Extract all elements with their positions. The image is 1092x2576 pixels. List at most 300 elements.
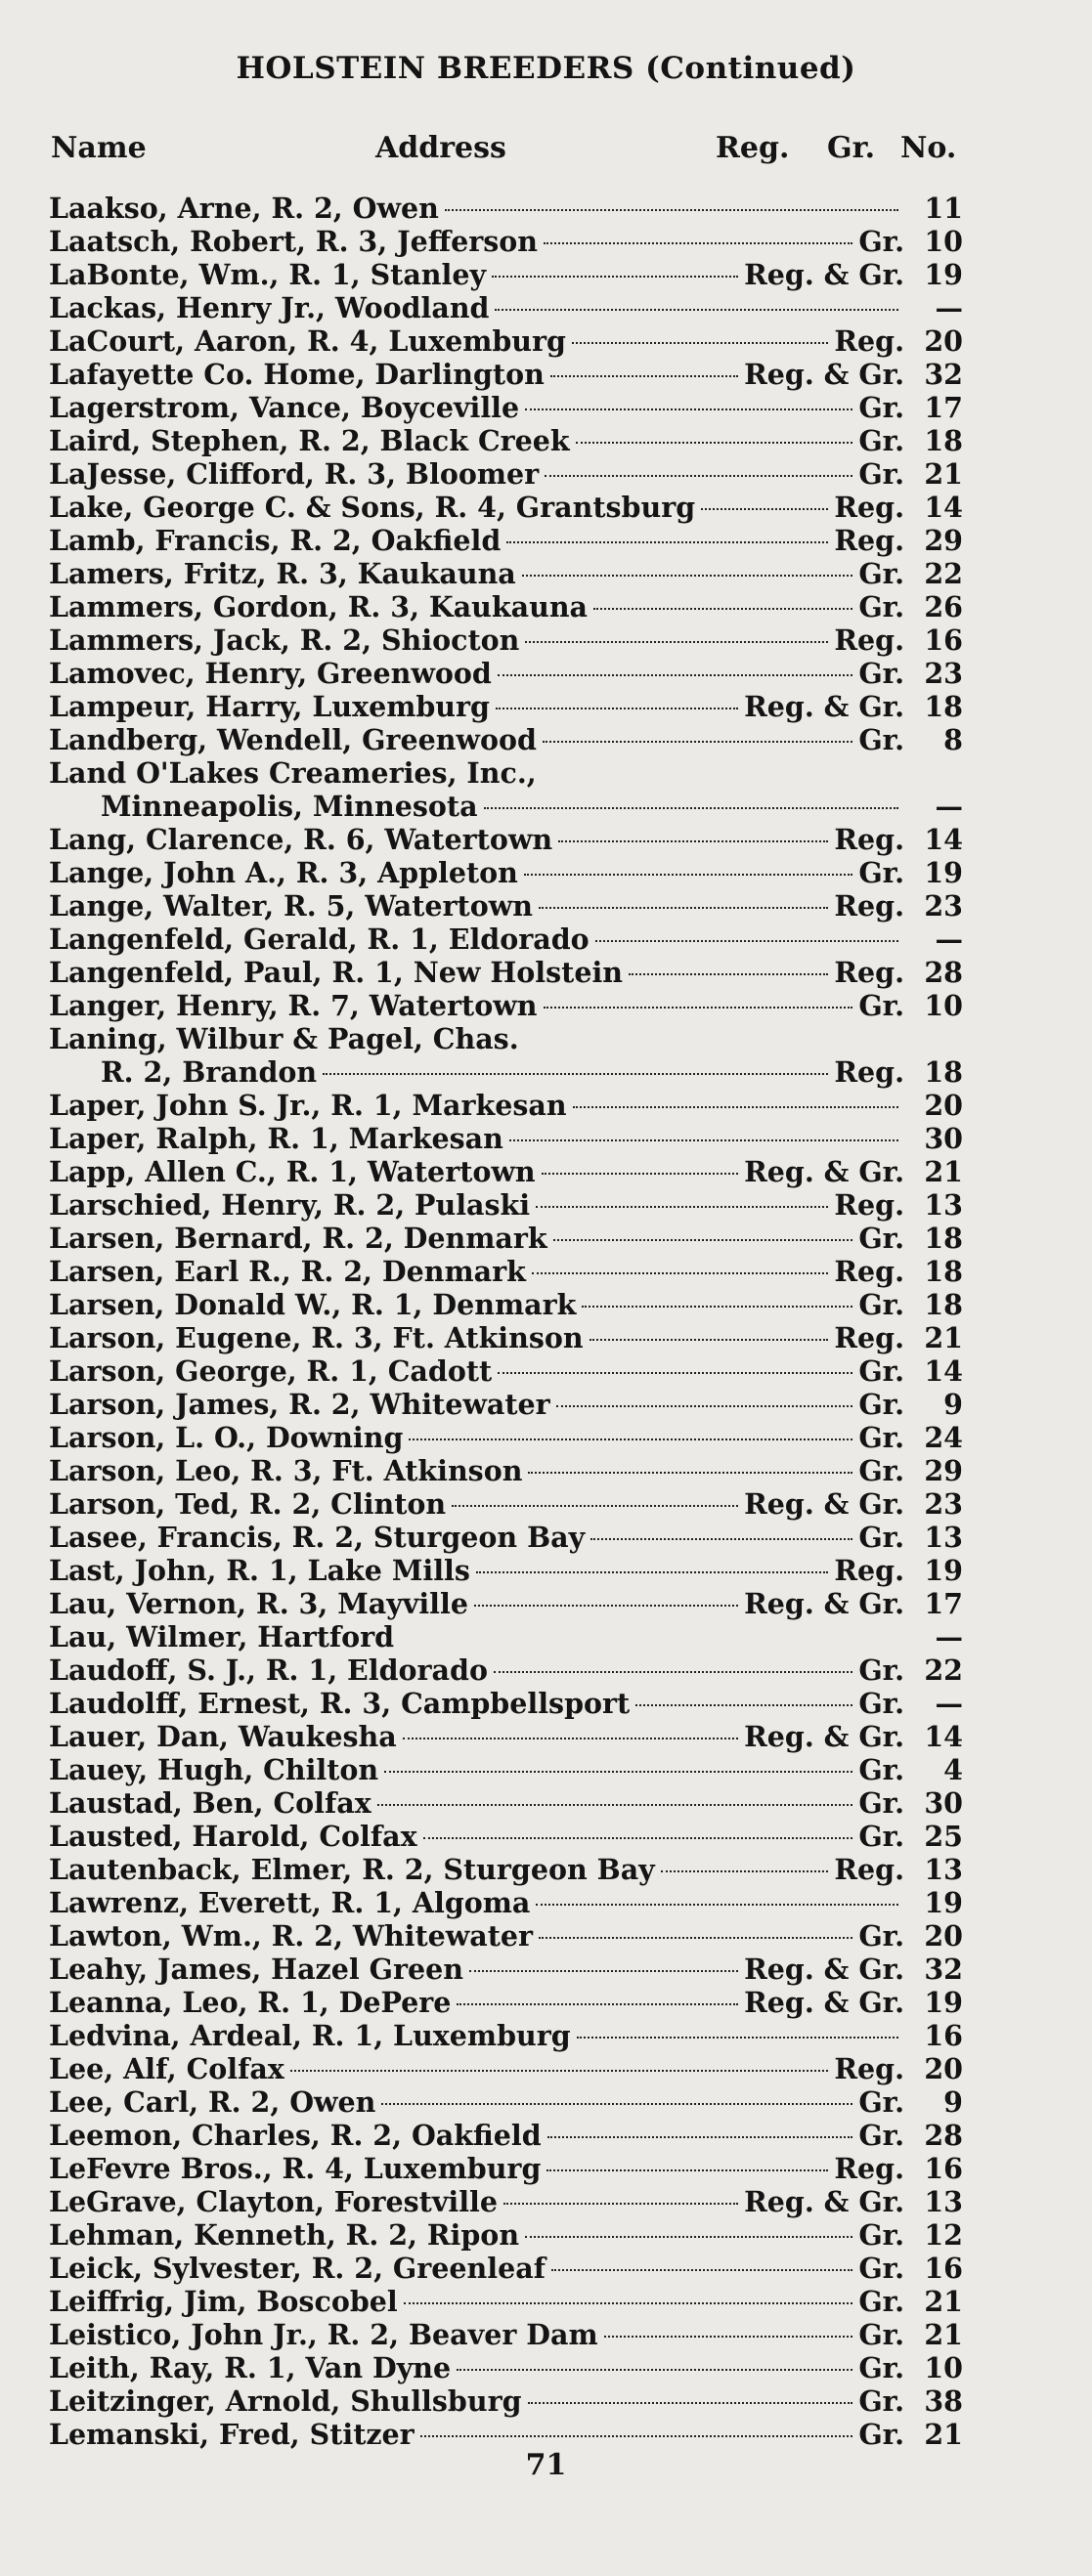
breeder-name-address: Minneapolis, Minnesota (101, 790, 478, 823)
leader-dots (476, 1571, 828, 1573)
list-item (49, 856, 963, 889)
list-item (49, 1587, 963, 1620)
breeder-name-address: Larsen, Donald W., R. 1, Denmark (49, 1288, 577, 1321)
breeder-name-address: Lee, Alf, Colfax (49, 2052, 284, 2085)
breeder-name-address: LaBonte, Wm., R. 1, Stanley (49, 258, 487, 291)
herd-number: 19 (924, 1886, 963, 1919)
leader-dots (576, 442, 853, 444)
registration-type: Reg. (834, 1188, 904, 1222)
breeder-name-address: Leahy, James, Hazel Green (49, 1953, 463, 1986)
leader-dots (550, 375, 738, 377)
registration-type: Reg. (834, 524, 904, 557)
leader-dots (498, 674, 852, 676)
leader-dots (539, 1937, 852, 1939)
leader-dots (525, 408, 852, 410)
registration-type: Reg. (834, 1255, 904, 1288)
list-item (49, 1388, 963, 1421)
registration-type: Gr. (858, 1521, 904, 1554)
leader-dots (528, 2402, 853, 2404)
list-item (49, 1953, 963, 1986)
herd-number: 16 (924, 2252, 963, 2285)
list-item (49, 2019, 963, 2052)
registration-type: Reg. (834, 1554, 904, 1587)
leader-dots (701, 508, 828, 510)
herd-number: 16 (924, 623, 963, 657)
herd-number: 17 (924, 1587, 963, 1620)
leader-dots (503, 2203, 738, 2205)
list-item (49, 1886, 963, 1919)
registration-type: Gr. (858, 1388, 904, 1421)
leader-dots (457, 2003, 738, 2005)
list-item (49, 956, 963, 989)
list-item (49, 2052, 963, 2085)
list-item (49, 524, 963, 557)
list-item (49, 690, 963, 723)
leader-dots (577, 2037, 898, 2039)
leader-dots (498, 1372, 852, 1374)
herd-number: — (935, 291, 963, 324)
registration-type: Reg. (834, 324, 904, 358)
herd-number: 26 (924, 590, 963, 623)
herd-number: 21 (924, 1321, 963, 1354)
leader-dots (590, 1339, 829, 1341)
herd-number: 16 (924, 2152, 963, 2185)
leader-dots (551, 2269, 852, 2271)
list-item (49, 258, 963, 291)
column-header-address: Address (375, 131, 506, 165)
breeder-name-address: LaJesse, Clifford, R. 3, Bloomer (49, 457, 540, 491)
list-item (49, 1687, 963, 1720)
list-item (49, 358, 963, 391)
herd-number: 18 (924, 1055, 963, 1089)
breeder-name-address: Langenfeld, Gerald, R. 1, Eldorado (49, 923, 590, 956)
registration-type: Reg. (834, 1055, 904, 1089)
herd-number: 14 (924, 1354, 963, 1388)
registration-type: Gr. (858, 1786, 904, 1820)
list-item (49, 557, 963, 590)
leader-dots (539, 907, 828, 909)
herd-number: 9 (943, 2085, 963, 2119)
list-item-continued: Laning, Wilbur & Pagel, Chas. (49, 1022, 519, 1055)
list-item (49, 1255, 963, 1288)
leader-dots (484, 807, 898, 809)
herd-number: 20 (924, 2052, 963, 2085)
list-item (49, 192, 963, 225)
list-item (49, 2185, 963, 2218)
herd-number: — (935, 790, 963, 823)
leader-dots (553, 1239, 853, 1241)
registration-type: Gr. (858, 2085, 904, 2119)
leader-dots (377, 1804, 853, 1806)
list-item (49, 1620, 963, 1653)
registration-type: Gr. (858, 1687, 904, 1720)
leader-dots (524, 874, 852, 876)
leader-dots (506, 541, 828, 543)
herd-number: 12 (924, 2218, 963, 2252)
breeder-name-address: Leemon, Charles, R. 2, Oakfield (49, 2119, 542, 2152)
herd-number: 14 (924, 823, 963, 856)
leader-dots (445, 209, 898, 211)
registration-type: Reg. & Gr. (744, 1953, 904, 1986)
breeder-name-address: Leitzinger, Arnold, Shullsburg (49, 2384, 522, 2418)
herd-number: 13 (924, 2185, 963, 2218)
list-item (49, 1122, 963, 1155)
list-item (49, 623, 963, 657)
list-item (49, 1055, 963, 1089)
herd-number: 30 (924, 1786, 963, 1820)
leader-dots (452, 1505, 738, 1507)
breeder-name-address: Lagerstrom, Vance, Boyceville (49, 391, 520, 424)
herd-number: 21 (924, 1155, 963, 1188)
list-item (49, 391, 963, 424)
list-item (49, 1222, 963, 1255)
list-item (49, 1653, 963, 1687)
registration-type: Reg. (834, 823, 904, 856)
registration-type: Reg. (834, 956, 904, 989)
leader-dots (542, 1173, 738, 1175)
herd-number: 19 (924, 258, 963, 291)
herd-number: 18 (924, 690, 963, 723)
herd-number: 22 (924, 557, 963, 590)
registration-type: Gr. (858, 1919, 904, 1953)
herd-number: 29 (924, 1454, 963, 1487)
herd-number: 18 (924, 1255, 963, 1288)
list-item (49, 1487, 963, 1521)
list-item (49, 1554, 963, 1587)
herd-number: 10 (924, 225, 963, 258)
registration-type: Gr. (858, 2218, 904, 2252)
herd-number: 23 (924, 657, 963, 690)
breeder-name-address: Laatsch, Robert, R. 3, Jefferson (49, 225, 539, 258)
registration-type: Gr. (858, 457, 904, 491)
herd-number: 19 (924, 856, 963, 889)
breeder-name-address: Laakso, Arne, R. 2, Owen (49, 192, 439, 225)
herd-number: 22 (924, 1653, 963, 1687)
list-item (49, 2119, 963, 2152)
page-title: HOLSTEIN BREEDERS (Continued) (236, 51, 856, 86)
breeder-name-address: Larson, Eugene, R. 3, Ft. Atkinson (49, 1321, 584, 1354)
leader-dots (593, 608, 852, 610)
list-item (49, 1521, 963, 1554)
herd-number: 20 (924, 324, 963, 358)
registration-type: Gr. (858, 1288, 904, 1321)
leader-dots (573, 1106, 898, 1108)
registration-type: Gr. (858, 1222, 904, 1255)
herd-number: 18 (924, 1222, 963, 1255)
leader-dots (404, 2302, 853, 2304)
leader-dots (543, 741, 852, 743)
breeder-name-address: Leith, Ray, R. 1, Van Dyne (49, 2351, 452, 2384)
herd-number: 11 (924, 192, 963, 225)
registration-type: Reg. (834, 2152, 904, 2185)
breeder-name-address: LaCourt, Aaron, R. 4, Luxemburg (49, 324, 566, 358)
breeder-name-address: Lafayette Co. Home, Darlington (49, 358, 545, 391)
herd-number: 21 (924, 2318, 963, 2351)
registration-type: Reg. (834, 1321, 904, 1354)
registration-type: Reg. (834, 491, 904, 524)
list-item (49, 1089, 963, 1122)
leader-dots (522, 575, 853, 577)
herd-number: — (935, 923, 963, 956)
list-item (49, 989, 963, 1022)
leader-dots (590, 1538, 852, 1540)
registration-type: Gr. (858, 225, 904, 258)
registration-type: Gr. (858, 1454, 904, 1487)
herd-number: 16 (924, 2019, 963, 2052)
herd-number: — (935, 1687, 963, 1720)
list-item (49, 225, 963, 258)
list-item (49, 1421, 963, 1454)
breeder-name-address: Larson, Leo, R. 3, Ft. Atkinson (49, 1454, 523, 1487)
herd-number: 32 (924, 358, 963, 391)
breeder-name-address: Lawrenz, Everett, R. 1, Algoma (49, 1886, 531, 1919)
list-item (49, 2351, 963, 2384)
leader-dots (528, 1472, 852, 1474)
herd-number: 13 (924, 1853, 963, 1886)
breeder-name-address: LeFevre Bros., R. 4, Luxemburg (49, 2152, 542, 2185)
herd-number: 28 (924, 956, 963, 989)
leader-dots (525, 2236, 852, 2238)
list-item (49, 1354, 963, 1388)
leader-dots (384, 1771, 852, 1773)
breeder-list (49, 192, 963, 2451)
list-item (49, 2384, 963, 2418)
herd-number: 18 (924, 424, 963, 457)
registration-type: Gr. (858, 2285, 904, 2318)
registration-type: Reg. (834, 1853, 904, 1886)
herd-number: 19 (924, 1986, 963, 2019)
list-item (49, 1155, 963, 1188)
list-item (49, 2285, 963, 2318)
breeder-name-address: Larson, George, R. 1, Cadott (49, 1354, 493, 1388)
registration-type: Gr. (858, 2318, 904, 2351)
herd-number: 20 (924, 1089, 963, 1122)
herd-number: 10 (924, 2351, 963, 2384)
list-item (49, 324, 963, 358)
leader-dots (661, 1870, 829, 1872)
list-item (49, 291, 963, 324)
list-item-continued: Land O'Lakes Creameries, Inc., (49, 756, 537, 790)
leader-dots (409, 1438, 852, 1440)
herd-number: 38 (924, 2384, 963, 2418)
herd-number: 19 (924, 1554, 963, 1587)
breeder-name-address: Lapp, Allen C., R. 1, Watertown (49, 1155, 536, 1188)
registration-type: Gr. (858, 856, 904, 889)
herd-number: 25 (924, 1820, 963, 1853)
column-header-name: Name (51, 131, 147, 165)
registration-type: Reg. & Gr. (744, 358, 904, 391)
leader-dots (547, 2136, 853, 2138)
leader-dots (492, 276, 738, 278)
registration-type: Reg. (834, 623, 904, 657)
breeder-name-address: Leanna, Leo, R. 1, DePere (49, 1986, 452, 2019)
leader-dots (604, 2336, 853, 2338)
herd-number: 10 (924, 989, 963, 1022)
leader-dots (546, 2169, 828, 2171)
registration-type: Reg. & Gr. (744, 1155, 904, 1188)
herd-number: 14 (924, 491, 963, 524)
list-item (49, 923, 963, 956)
breeder-name-address: Lasee, Francis, R. 2, Sturgeon Bay (49, 1521, 586, 1554)
registration-type: Gr. (858, 1421, 904, 1454)
breeder-name-address: Lee, Carl, R. 2, Owen (49, 2085, 376, 2119)
breeder-name-address: LeGrave, Clayton, Forestville (49, 2185, 499, 2218)
registration-type: Reg. & Gr. (744, 1720, 904, 1753)
breeder-name-address: Lausted, Harold, Colfax (49, 1820, 417, 1853)
breeder-name-address: Leiffrig, Jim, Boscobel (49, 2285, 398, 2318)
herd-number: 23 (924, 889, 963, 923)
leader-dots (494, 1671, 852, 1673)
herd-number: 21 (924, 2418, 963, 2451)
registration-type: Gr. (858, 391, 904, 424)
registration-type: Reg. & Gr. (744, 1587, 904, 1620)
leader-dots (544, 242, 852, 244)
breeder-name-address: Lau, Wilmer, Hartford (49, 1620, 395, 1653)
registration-type: Gr. (858, 2252, 904, 2285)
leader-dots (496, 708, 738, 709)
herd-number: 13 (924, 1188, 963, 1222)
herd-number: 14 (924, 1720, 963, 1753)
breeder-name-address: Lang, Clarence, R. 6, Watertown (49, 823, 553, 856)
registration-type: Gr. (858, 657, 904, 690)
breeder-name-address: Larschied, Henry, R. 2, Pulaski (49, 1188, 531, 1222)
leader-dots (403, 1738, 738, 1739)
leader-dots (544, 1007, 853, 1009)
breeder-name-address: Ledvina, Ardeal, R. 1, Luxemburg (49, 2019, 571, 2052)
herd-number: 23 (924, 1487, 963, 1521)
registration-type: Gr. (858, 590, 904, 623)
page-number: 71 (525, 2448, 567, 2482)
herd-number: 17 (924, 391, 963, 424)
list-item (49, 657, 963, 690)
breeder-name-address: Larson, James, R. 2, Whitewater (49, 1388, 550, 1421)
herd-number: 29 (924, 524, 963, 557)
registration-type: Reg. & Gr. (744, 690, 904, 723)
herd-number: 8 (943, 723, 963, 756)
breeder-name-address: Lange, John A., R. 3, Appleton (49, 856, 518, 889)
breeder-name-address: Lau, Vernon, R. 3, Mayville (49, 1587, 468, 1620)
breeder-name-address: Lautenback, Elmer, R. 2, Sturgeon Bay (49, 1853, 655, 1886)
leader-dots (457, 2369, 852, 2371)
column-header-gr: Gr. (827, 131, 876, 165)
breeder-name-address: Lawton, Wm., R. 2, Whitewater (49, 1919, 534, 1953)
list-item (49, 590, 963, 623)
breeder-name-address: Lemanski, Fred, Stitzer (49, 2418, 415, 2451)
registration-type: Gr. (858, 1653, 904, 1687)
breeder-name-address: R. 2, Brandon (101, 1055, 318, 1089)
leader-dots (420, 2435, 853, 2437)
breeder-name-address: Laudoff, S. J., R. 1, Eldorado (49, 1653, 488, 1687)
breeder-name-address: Lammers, Gordon, R. 3, Kaukauna (49, 590, 589, 623)
list-item (49, 2218, 963, 2252)
registration-type: Gr. (858, 1753, 904, 1786)
leader-dots (323, 1073, 828, 1075)
breeder-name-address: Leick, Sylvester, R. 2, Greenleaf (49, 2252, 546, 2285)
breeder-name-address: Larson, L. O., Downing (49, 1421, 404, 1454)
list-item (49, 1919, 963, 1953)
herd-number: 32 (924, 1953, 963, 1986)
list-item (49, 1786, 963, 1820)
breeder-name-address: Larson, Ted, R. 2, Clinton (49, 1487, 447, 1521)
list-item (49, 2252, 963, 2285)
breeder-name-address: Lamovec, Henry, Greenwood (49, 657, 492, 690)
breeder-name-address: Lackas, Henry Jr., Woodland (49, 291, 490, 324)
breeder-name-address: Langer, Henry, R. 7, Watertown (49, 989, 538, 1022)
registration-type: Reg. & Gr. (744, 258, 904, 291)
leader-dots (545, 475, 852, 477)
leader-dots (629, 973, 828, 975)
breeder-name-address: Laper, John S. Jr., R. 1, Markesan (49, 1089, 567, 1122)
breeder-name-address: Larsen, Bernard, R. 2, Denmark (49, 1222, 547, 1255)
leader-dots (635, 1704, 852, 1706)
registration-type: Gr. (858, 2384, 904, 2418)
leader-dots (556, 1405, 853, 1407)
list-item (49, 1820, 963, 1853)
leader-dots (400, 1638, 898, 1640)
list-item (49, 889, 963, 923)
breeder-name-address: Lauer, Dan, Waukesha (49, 1720, 397, 1753)
breeder-name-address: Laudolff, Ernest, R. 3, Campbellsport (49, 1687, 631, 1720)
herd-number: 18 (924, 1288, 963, 1321)
leader-dots (290, 2070, 829, 2072)
registration-type: Gr. (858, 2418, 904, 2451)
leader-dots (469, 1970, 738, 1972)
list-item (49, 457, 963, 491)
herd-number: 4 (943, 1753, 963, 1786)
registration-type: Reg. & Gr. (744, 1986, 904, 2019)
registration-type: Gr. (858, 2119, 904, 2152)
list-item (49, 1853, 963, 1886)
breeder-name-address: Lamb, Francis, R. 2, Oakfield (49, 524, 502, 557)
breeder-name-address: Landberg, Wendell, Greenwood (49, 723, 537, 756)
list-item (49, 2318, 963, 2351)
list-item (49, 2085, 963, 2119)
leader-dots (381, 2103, 852, 2105)
registration-type: Reg. (834, 2052, 904, 2085)
herd-number: 13 (924, 1521, 963, 1554)
leader-dots (532, 1272, 829, 1274)
herd-number: 9 (943, 1388, 963, 1421)
list-item (49, 2418, 963, 2451)
list-item (49, 1321, 963, 1354)
breeder-name-address: Langenfeld, Paul, R. 1, New Holstein (49, 956, 624, 989)
breeder-name-address: Lamers, Fritz, R. 3, Kaukauna (49, 557, 516, 590)
registration-type: Gr. (858, 1354, 904, 1388)
leader-dots (474, 1605, 738, 1607)
leader-dots (595, 940, 898, 942)
list-item (49, 424, 963, 457)
leader-dots (536, 1904, 898, 1906)
list-item (49, 2152, 963, 2185)
registration-type: Gr. (858, 1820, 904, 1853)
breeder-name-address: Lauey, Hugh, Chilton (49, 1753, 379, 1786)
registration-type: Reg. & Gr. (744, 1487, 904, 1521)
leader-dots (525, 641, 828, 643)
herd-number: 20 (924, 1919, 963, 1953)
breeder-name-address: Lammers, Jack, R. 2, Shiocton (49, 623, 520, 657)
registration-type: Gr. (858, 989, 904, 1022)
breeder-name-address: Larsen, Earl R., R. 2, Denmark (49, 1255, 526, 1288)
breeder-name-address: Laper, Ralph, R. 1, Markesan (49, 1122, 503, 1155)
breeder-name-address: Leistico, John Jr., R. 2, Beaver Dam (49, 2318, 598, 2351)
registration-type: Gr. (858, 557, 904, 590)
list-item (49, 1454, 963, 1487)
herd-number: 21 (924, 2285, 963, 2318)
registration-type: Gr. (858, 424, 904, 457)
list-item (49, 1188, 963, 1222)
breeder-name-address: Lake, George C. & Sons, R. 4, Grantsburg (49, 491, 696, 524)
list-item (49, 790, 963, 823)
